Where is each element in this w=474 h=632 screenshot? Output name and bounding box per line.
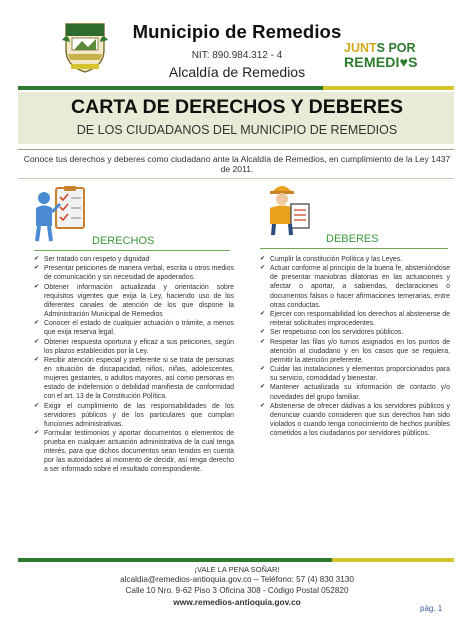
logo-juntos-text: JUNT xyxy=(344,41,377,55)
intro-text: Conoce tus derechos y deberes como ciudadano ante la Alcaldía de Remedios, en cumplimiento de la Ley 1437 de 2011. xyxy=(23,154,451,174)
check-bullet-icon: ✔ xyxy=(260,366,266,373)
check-bullet-icon: ✔ xyxy=(260,265,266,272)
check-bullet-icon: ✔ xyxy=(260,329,266,336)
list-item: ✔ Abstenerse de ofrecer dádivas a los servidores públicos y denunciar cuando consideren que sus derechos han sido violados o cuando tenga conocimiento de hechos punibles cometidos a los ciudadanos por servidores públicos. xyxy=(260,402,450,438)
logo-remedios-text: REMEDI♥S xyxy=(344,54,418,70)
juntos-por-remedios-logo xyxy=(344,42,438,72)
document-subtitle: DE LOS CIUDADANOS DEL MUNICIPIO DE REMEDIOS xyxy=(76,123,398,137)
check-bullet-icon: ✔ xyxy=(34,320,40,327)
document-title: CARTA DE DERECHOS Y DEBERES xyxy=(71,96,403,118)
check-bullet-icon: ✔ xyxy=(34,256,40,262)
list-item: ✔ Obtener información actualizada y orientación sobre requisitos vigentes que exija la Ley, haciendo uso de los diferentes canales de atención de los que dispone la Administración Municipal de Remedios xyxy=(34,283,234,318)
alcaldia-subtitle: Alcaldía de Remedios xyxy=(168,64,306,80)
check-bullet-icon: ✔ xyxy=(260,402,266,409)
footer-slogan: ¡VALE LA PENA SOÑAR! xyxy=(194,565,280,574)
list-item: ✔ Ejercer con responsabilidad los derechos al abstenerse de reiterar solicitudes improcedentes. xyxy=(260,310,450,328)
deberes-underline xyxy=(260,248,448,249)
check-bullet-icon: ✔ xyxy=(34,402,40,409)
derechos-list xyxy=(34,255,234,475)
list-item: ✔ Ser respetuoso con los servidores públicos. xyxy=(260,329,404,337)
list-item: ✔ Cumplir la constitución Política y las Leyes. xyxy=(260,256,403,263)
check-bullet-icon: ✔ xyxy=(34,283,40,290)
list-item: ✔ Mantener actualizada su información de contacto y/o novedades del grupo familiar. xyxy=(260,384,450,401)
list-item: ✔ Respetar las filas y/o turnos asignados en los puntos de atención al ciudadano y en los casos que se requiera, permitir la atención preferente. xyxy=(260,338,450,364)
page-number: pág. 1 xyxy=(420,604,443,613)
list-item: ✔ Conocer el estado de cualquier actuación o trámite, a menos que exija reserva legal. xyxy=(34,320,234,337)
deberes-list xyxy=(260,255,450,438)
person-with-checklist-icon xyxy=(30,186,90,242)
list-item: ✔ Ser tratado con respeto y dignidad xyxy=(34,256,150,263)
list-item: ✔ Formular testimonios y aportar documentos o elementos de prueba en cualquier actuación administrativa de la cual tenga interés, para que dichos documentos sean tenidos en cuenta por las autoridades al momento de decidir, así tenga derecho a ser informado sobre el resultado correspondiente. xyxy=(34,430,234,474)
divider xyxy=(18,149,454,150)
list-item: ✔ Obtener respuesta oportuna y eficaz a sus peticiones, según los plazos establecidos por la Ley. xyxy=(34,338,234,355)
list-item: ✔ Cuidar las instalaciones y elementos proporcionados para su servicio, comodidad y bienestar. xyxy=(260,366,450,383)
list-item: ✔ Exigir el cumplimiento de las responsabilidades de los servidores públicos y de los particulares que cumplan funciones administrativas. xyxy=(34,402,234,428)
footer-address: Calle 10 Nro. 9-62 Piso 3 Oficina 308 - Código Postal 052820 xyxy=(125,586,349,595)
check-bullet-icon: ✔ xyxy=(260,256,266,262)
footer-color-bar xyxy=(18,558,454,562)
derechos-underline xyxy=(34,250,230,251)
divider xyxy=(18,178,454,179)
list-item: ✔ Recibir atención especial y preferente si se trata de personas en situación de discapacidad, niños, niñas, adolescentes, mujeres gestantes, o adultos mayores, así como personas en estado de indefensión o debilidad manifiesta de conformidad con el art. 13 de la Constitución Política. xyxy=(34,356,234,401)
footer-contact[interactable]: alcaldia@remedios-antioquia.gov.co – Teléfono: 57 (4) 830 3130 xyxy=(120,575,354,584)
derechos-heading: DERECHOS xyxy=(92,235,155,247)
header-color-bar xyxy=(18,86,454,90)
deberes-heading: DEBERES xyxy=(326,233,379,245)
footer-website-link[interactable]: www.remedios-antioquia.gov.co xyxy=(173,597,301,607)
check-bullet-icon: ✔ xyxy=(34,265,40,272)
check-bullet-icon: ✔ xyxy=(34,430,40,437)
worker-with-hardhat-icon xyxy=(262,180,312,236)
logo-por-text: S POR xyxy=(376,41,416,55)
check-bullet-icon: ✔ xyxy=(260,338,266,345)
check-bullet-icon: ✔ xyxy=(260,384,266,391)
check-bullet-icon: ✔ xyxy=(34,356,40,363)
municipality-title: Municipio de Remedios xyxy=(132,21,342,42)
check-bullet-icon: ✔ xyxy=(260,310,266,317)
list-item: ✔ Presentar peticiones de manera verbal, escrita u otros medios de comunicación y sin necesidad de apoderados. xyxy=(34,265,234,282)
nit-number: NIT: 890.984.312 - 4 xyxy=(191,50,283,61)
check-bullet-icon: ✔ xyxy=(34,338,40,345)
list-item: ✔ Actuar conforme al principio de la buena fe, abstenióndose de presentar maniobras dilatorias en las actuaciones y afectar o aportar, a sabiendas, declaraciones o documentos falsos o hacer afirmaciones temerarias, entre otras conductas. xyxy=(260,265,450,309)
